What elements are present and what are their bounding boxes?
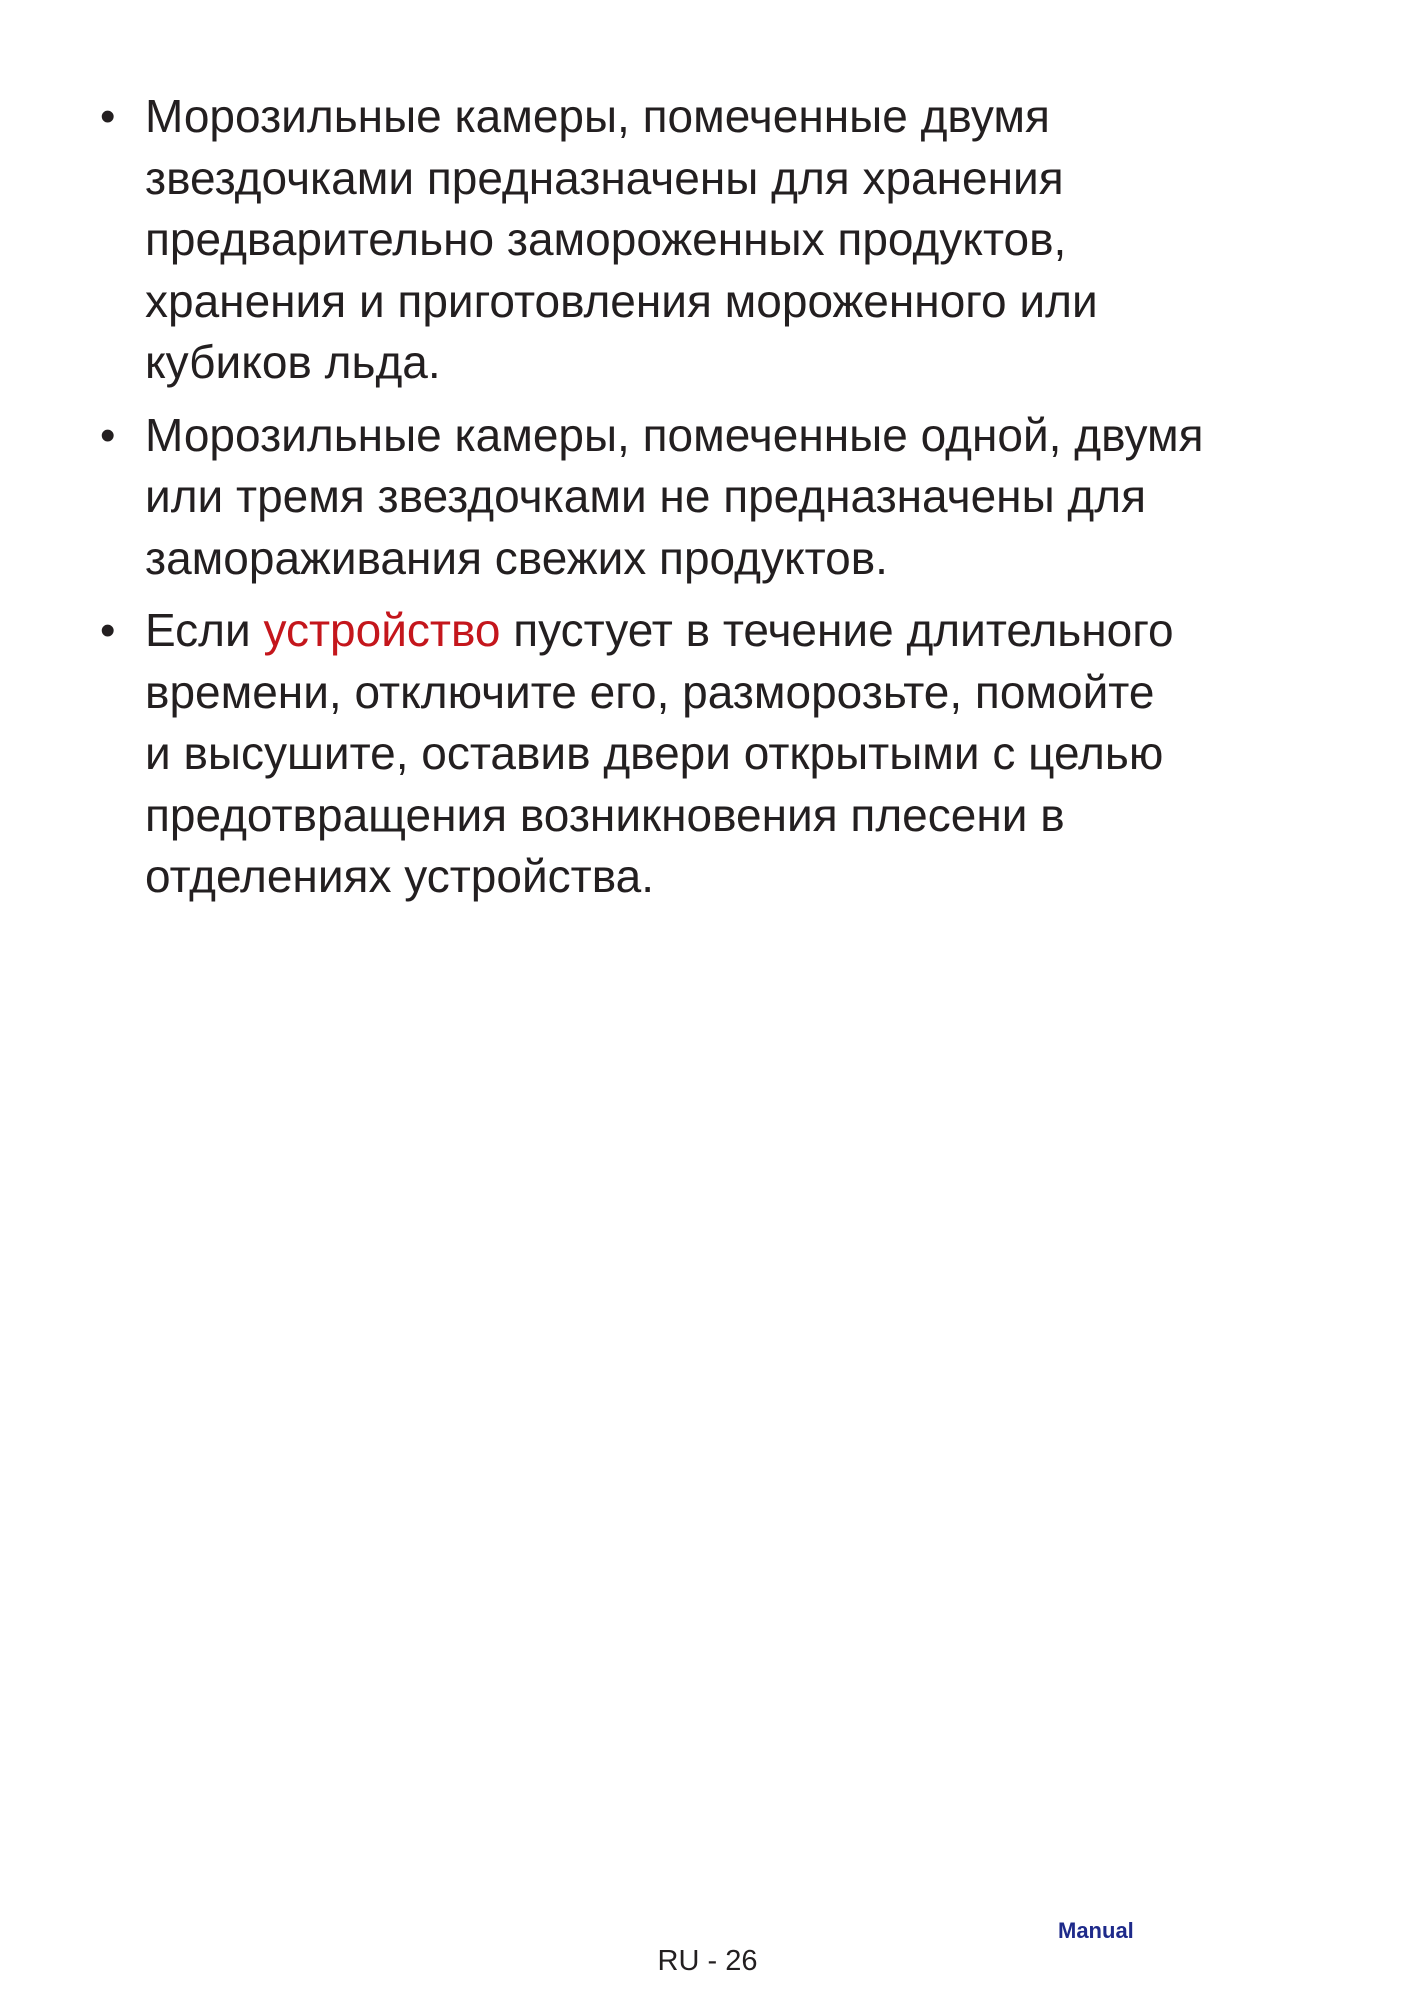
brand-logo: Manual <box>1058 1918 1134 1943</box>
text-line <box>145 600 1355 662</box>
bullet-list <box>0 86 1415 908</box>
list-item <box>0 86 1415 394</box>
text-line: кубиков льда. <box>145 336 441 388</box>
text-line: отделениях устройства. <box>145 850 654 902</box>
text-line: хранения и приготовления мороженного или <box>145 274 1098 327</box>
bullet-icon: • <box>100 92 116 141</box>
text-line: или тремя звездочками не предназначены для <box>145 470 1147 522</box>
list-item <box>0 405 1415 590</box>
text-line: предотвращения возникновения плесени в <box>145 788 1065 841</box>
text-line: звездочками предназначены для хранения <box>145 151 1064 204</box>
highlighted-term: устройство <box>263 604 501 656</box>
page-number: RU - 26 <box>657 1945 758 1977</box>
text-line: предварительно замороженных продуктов, <box>145 213 1067 265</box>
text-line: Морозильные камеры, помеченные двумя <box>145 90 1050 142</box>
text-line: времени, отключите его, разморозьте, помойте <box>145 665 1155 718</box>
bullet-icon: • <box>100 410 116 460</box>
text-segment: пустует в течение длительного <box>500 604 1174 656</box>
bullet-icon: • <box>100 606 116 655</box>
text-segment: Если <box>145 604 264 656</box>
text-line: замораживания свежих продуктов. <box>145 531 888 584</box>
text-line: Морозильные камеры, помеченные одной, двумя <box>145 408 1204 461</box>
document-body <box>0 86 1415 919</box>
list-item <box>0 600 1415 908</box>
text-line: и высушите, оставив двери открытыми с целью <box>145 727 1164 779</box>
